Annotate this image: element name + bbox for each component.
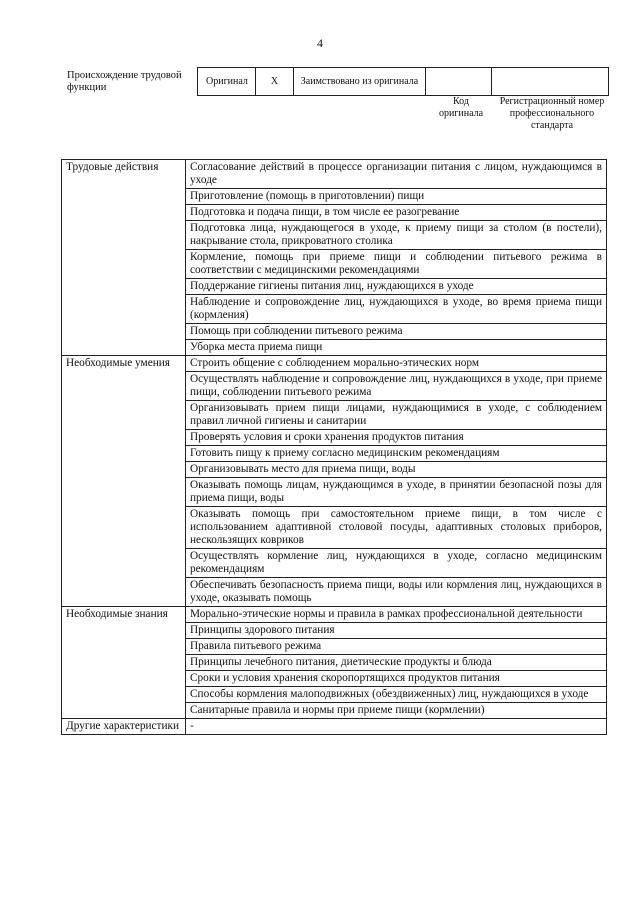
section-item: Приготовление (помощь в приготовлении) пищи (186, 189, 607, 205)
section-title: Необходимые знания (62, 607, 186, 719)
table-row (62, 719, 607, 735)
section-item: Принципы лечебного питания, диетические продукты и блюда (186, 655, 607, 671)
section-item: Морально-этические нормы и правила в рамках профессиональной деятельности (186, 607, 607, 623)
labor-function-table (61, 159, 607, 735)
section-item: Оказывать помощь лицам, нуждающимся в уходе, в принятии безопасной позы для приема пищи, воды (186, 478, 607, 507)
section-item: Осуществлять наблюдение и сопровождение лиц, нуждающихся в уходе, при приеме пищи, соблюдении питьевого режима (186, 372, 607, 401)
table-row (62, 607, 607, 623)
section-item: Оказывать помощь при самостоятельном приеме пищи, в том числе с использованием адаптивной столовой посуды, адаптивных столовых приборов, нескользящих ковриков (186, 507, 607, 549)
section-item: Сроки и условия хранения скоропортящихся продуктов питания (186, 671, 607, 687)
origin-table (197, 67, 609, 96)
borrowed-label: Заимствовано из оригинала (294, 68, 426, 95)
section-item: Обеспечивать безопасность приема пищи, воды или кормления лиц, нуждающихся в уходе, оказывать помощь (186, 578, 607, 607)
section-item: Согласование действий в процессе организации питания с лицом, нуждающимся в уходе (186, 160, 607, 189)
section-item: Организовывать прием пищи лицами, нуждающимися в уходе, с соблюдением правил личной гигиены и санитарии (186, 401, 607, 430)
original-label: Оригинал (198, 68, 256, 95)
section-title: Необходимые умения (62, 356, 186, 607)
page-number: 4 (317, 36, 323, 50)
section-item: Санитарные правила и нормы при приеме пищи (кормлении) (186, 703, 607, 719)
origin-label: Происхождение трудовой функции (67, 70, 182, 93)
table-row (62, 160, 607, 189)
section-title: Трудовые действия (62, 160, 186, 356)
registration-caption: Регистрационный номер профессионального стандарта (499, 96, 605, 131)
section-item: - (186, 719, 607, 735)
section-item: Помощь при соблюдении питьевого режима (186, 324, 607, 340)
section-item: Организовывать место для приема пищи, воды (186, 462, 607, 478)
section-item: Подготовка и подача пищи, в том числе ее разогревание (186, 205, 607, 221)
section-item: Проверять условия и сроки хранения продуктов питания (186, 430, 607, 446)
table-row (62, 356, 607, 372)
section-item: Наблюдение и сопровождение лиц, нуждающихся в уходе, во время приема пищи (кормления) (186, 295, 607, 324)
original-code-cell (426, 68, 492, 95)
registration-number-cell (492, 68, 608, 95)
section-item: Готовить пищу к приему согласно медицинским рекомендациям (186, 446, 607, 462)
section-item: Способы кормления малоподвижных (обездвиженных) лиц, нуждающихся в уходе (186, 687, 607, 703)
section-item: Кормление, помощь при приеме пищи и соблюдении питьевого режима в соответствии с медицинскими рекомендациями (186, 250, 607, 279)
section-item: Поддержание гигиены питания лиц, нуждающихся в уходе (186, 279, 607, 295)
section-item: Строить общение с соблюдением морально-этических норм (186, 356, 607, 372)
section-item: Правила питьевого режима (186, 639, 607, 655)
code-caption: Код оригинала (438, 96, 484, 119)
section-title: Другие характеристики (62, 719, 186, 735)
section-item: Принципы здорового питания (186, 623, 607, 639)
section-item: Подготовка лица, нуждающегося в уходе, к приему пищи за столом (в постели), накрывание стола, прикроватного столика (186, 221, 607, 250)
original-mark: X (256, 68, 294, 95)
section-item: Осуществлять кормление лиц, нуждающихся в уходе, согласно медицинским рекомендациям (186, 549, 607, 578)
section-item: Уборка места приема пищи (186, 340, 607, 356)
